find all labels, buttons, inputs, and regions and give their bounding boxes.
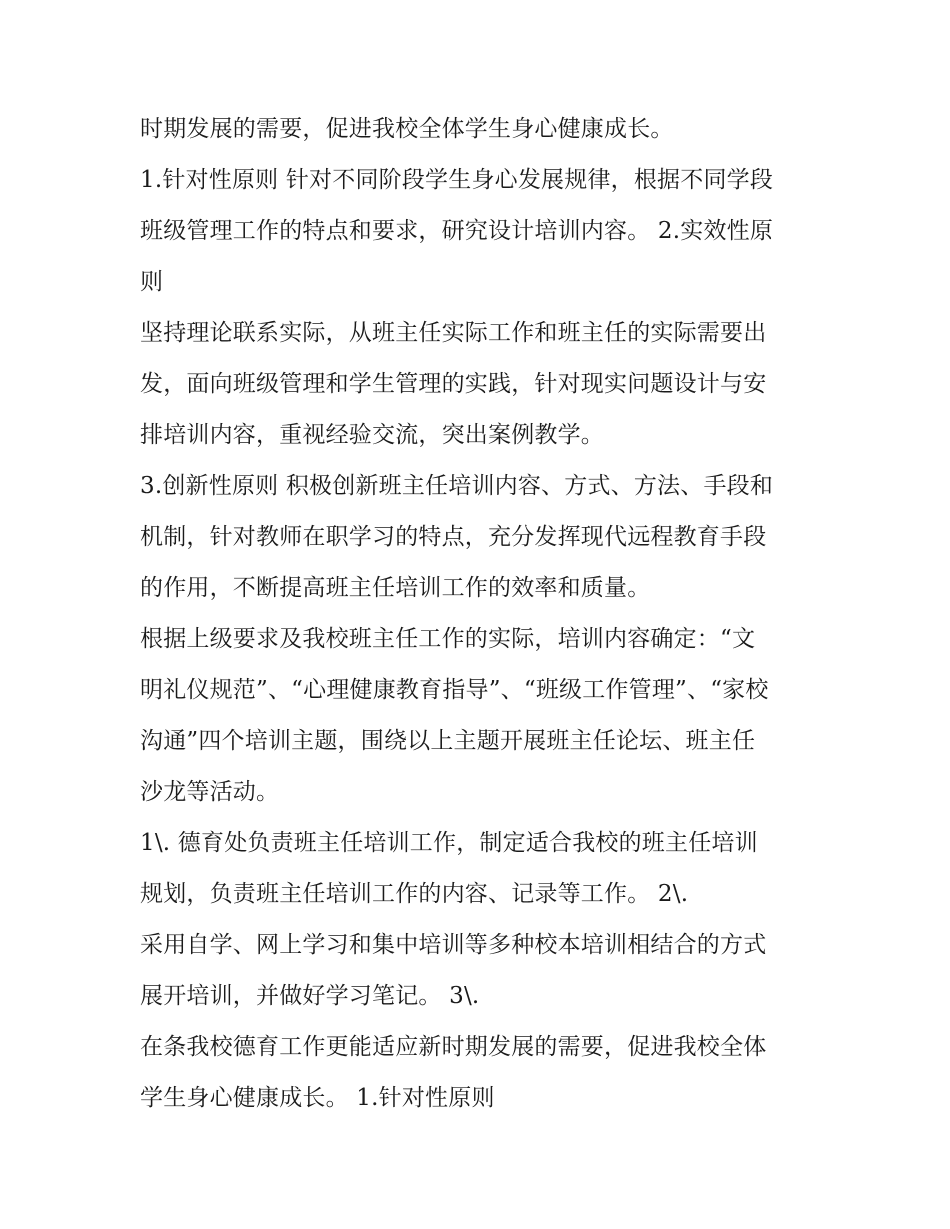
text-line: 1.针对性原则 针对不同阶段学生身心发展规律，根据不同学段 xyxy=(140,167,774,193)
text-line: 沙龙等活动。 xyxy=(140,779,280,805)
text-line: 发，面向班级管理和学生管理的实践，针对现实问题设计与安 xyxy=(140,371,767,397)
document-body xyxy=(140,104,820,1124)
text-line: 沟通”四个培训主题，围绕以上主题开展班主任论坛、班主任 xyxy=(140,728,756,754)
text-line: 学生身心健康成长。 1.针对性原则 xyxy=(140,1085,495,1111)
text-line: 展开培训，并做好学习笔记。 3\. xyxy=(140,983,480,1009)
text-line: 明礼仪规范”、“心理健康教育指导”、“班级工作管理”、“家校 xyxy=(140,677,769,703)
text-line: 时期发展的需要，促进我校全体学生身心健康成长。 xyxy=(140,116,674,142)
text-line: 根据上级要求及我校班主任工作的实际，培训内容确定：“文 xyxy=(140,626,756,652)
text-line: 规划，负责班主任培训工作的内容、记录等工作。 2\. xyxy=(140,881,689,907)
text-line: 采用自学、网上学习和集中培训等多种校本培训相结合的方式 xyxy=(140,932,767,958)
text-line: 的作用，不断提高班主任培训工作的效率和质量。 xyxy=(140,575,651,601)
text-line: 在条我校德育工作更能适应新时期发展的需要，促进我校全体 xyxy=(140,1034,767,1060)
text-line: 班级管理工作的特点和要求，研究设计培训内容。 2.实效性原 xyxy=(140,218,774,244)
text-line: 坚持理论联系实际，从班主任实际工作和班主任的实际需要出 xyxy=(140,320,767,346)
text-line: 机制，针对教师在职学习的特点，充分发挥现代远程教育手段 xyxy=(140,524,767,550)
text-line: 3.创新性原则 积极创新班主任培训内容、方式、方法、手段和 xyxy=(140,473,774,499)
text-line: 排培训内容，重视经验交流，突出案例教学。 xyxy=(140,422,604,448)
text-line: 1\. 德育处负责班主任培训工作，制定适合我校的班主任培训 xyxy=(140,830,758,856)
text-line: 则 xyxy=(140,269,164,295)
